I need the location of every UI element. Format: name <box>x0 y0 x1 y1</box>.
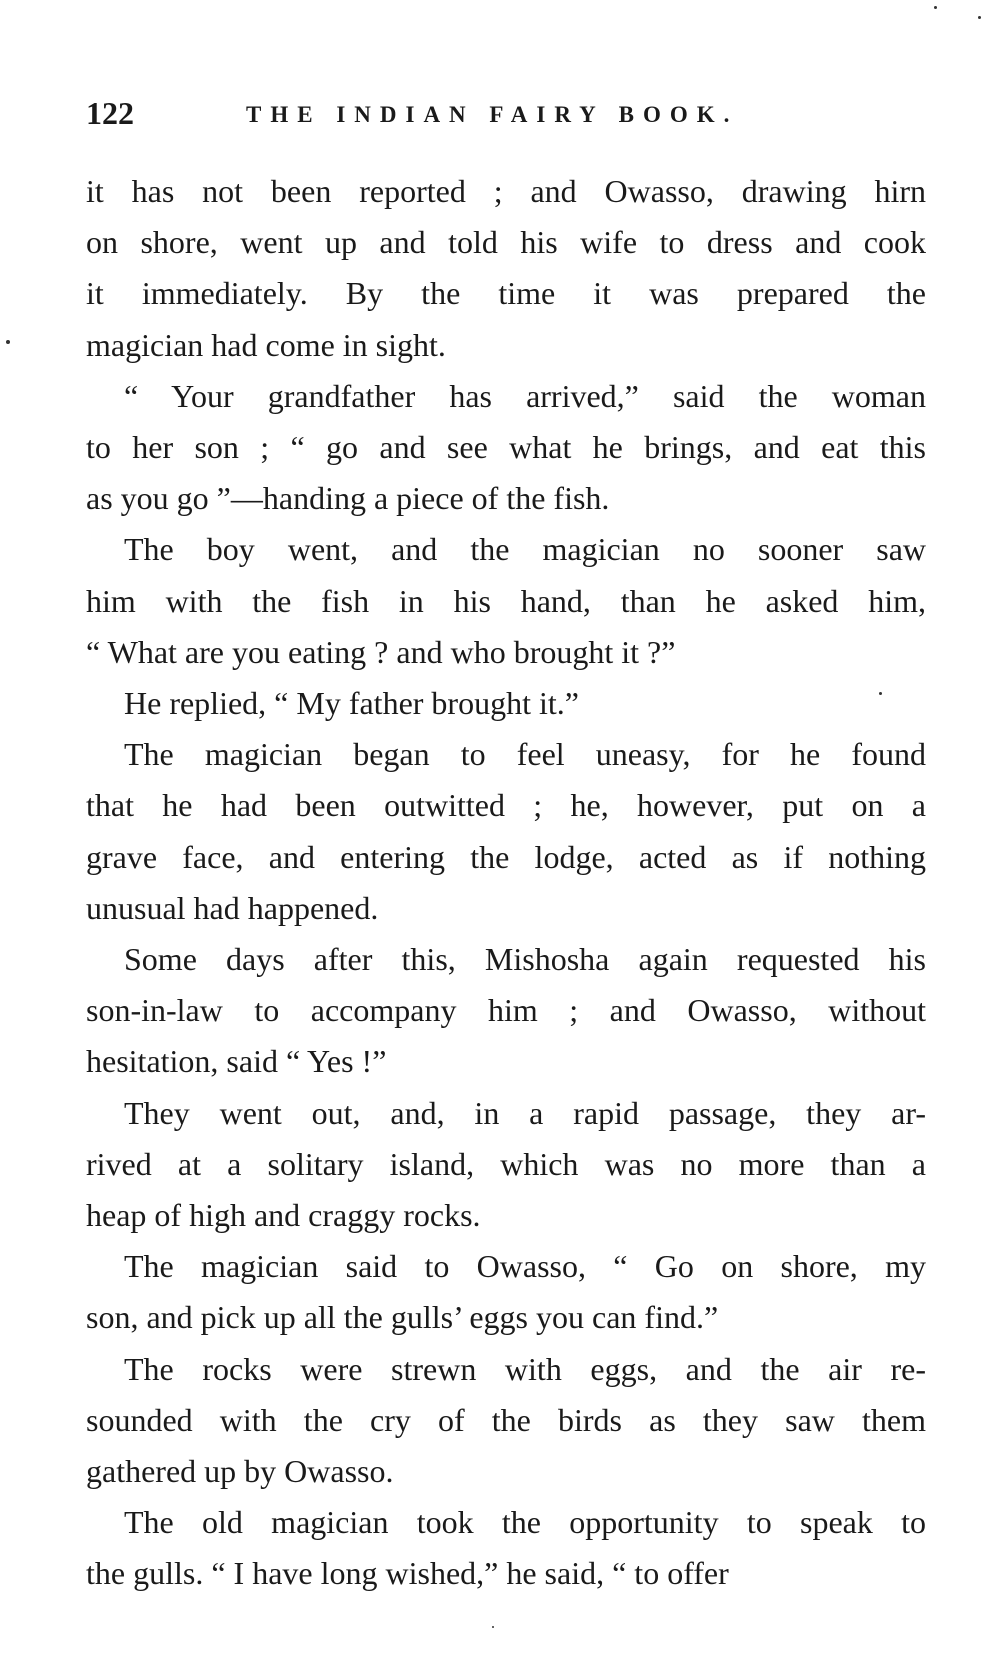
text-line: as you go ”—handing a piece of the fish. <box>86 480 610 517</box>
paragraph <box>86 678 926 729</box>
paragraph <box>86 524 926 678</box>
paragraph <box>86 1241 926 1343</box>
text-line: son, and pick up all the gulls’ eggs you can find.” <box>86 1299 719 1336</box>
text-line: The boy went, and the magician no sooner saw <box>124 531 926 568</box>
text-line: it immediately. By the time it was prepared the <box>86 275 926 312</box>
paragraph <box>86 934 926 1088</box>
text-line: He replied, “ My father brought it.” <box>124 685 579 722</box>
paragraph <box>86 166 926 371</box>
text-line: The rocks were strewn with eggs, and the air re- <box>124 1350 926 1387</box>
text-line: son-in-law to accompany him ; and Owasso, without <box>86 992 926 1029</box>
text-line: hesitation, said “ Yes !” <box>86 1043 387 1080</box>
text-line: They went out, and, in a rapid passage, they ar- <box>124 1094 926 1131</box>
paragraph <box>86 371 926 525</box>
text-line: it has not been reported ; and Owasso, drawing hirn <box>86 173 926 209</box>
text-line: rived at a solitary island, which was no more than a <box>86 1145 926 1182</box>
text-line: that he had been outwitted ; he, however, put on a <box>86 787 926 824</box>
text-line: The magician began to feel uneasy, for he found <box>124 736 926 773</box>
text-line: magician had come in sight. <box>86 326 446 363</box>
text-line: Some days after this, Mishosha again requested his <box>124 941 926 978</box>
text-line: The old magician took the opportunity to speak to <box>124 1504 926 1541</box>
text-line: “ Your grandfather has arrived,” said the woman <box>124 377 926 414</box>
text-line: to her son ; “ go and see what he brings, and eat this <box>86 429 926 466</box>
text-line: the gulls. “ I have long wished,” he said, “ to offer <box>86 1555 729 1592</box>
text-line: gathered up by Owasso. <box>86 1453 394 1490</box>
page-number: 122 <box>86 95 134 131</box>
text-line: sounded with the cry of the birds as they saw them <box>86 1401 926 1438</box>
speck <box>978 16 981 19</box>
paragraph <box>86 1344 926 1498</box>
paragraph <box>86 729 926 934</box>
speck <box>6 340 10 344</box>
text-line: grave face, and entering the lodge, acted as if nothing <box>86 838 926 875</box>
paragraph <box>86 1088 926 1242</box>
text-line: him with the fish in his hand, than he asked him, <box>86 582 926 619</box>
speck <box>934 6 937 9</box>
speck <box>879 692 882 695</box>
running-head <box>86 88 926 138</box>
text-line: “ What are you eating ? and who brought it ?” <box>86 633 676 670</box>
text-line: heap of high and craggy rocks. <box>86 1197 481 1234</box>
paragraph <box>86 1497 926 1599</box>
text-line: The magician said to Owasso, “ Go on shore, my <box>124 1248 926 1285</box>
body-text <box>86 166 926 1600</box>
text-line: on shore, went up and told his wife to dress and cook <box>86 224 926 261</box>
text-line: unusual had happened. <box>86 889 379 926</box>
speck <box>492 1626 494 1628</box>
running-title: THE INDIAN FAIRY BOOK. <box>246 102 739 127</box>
